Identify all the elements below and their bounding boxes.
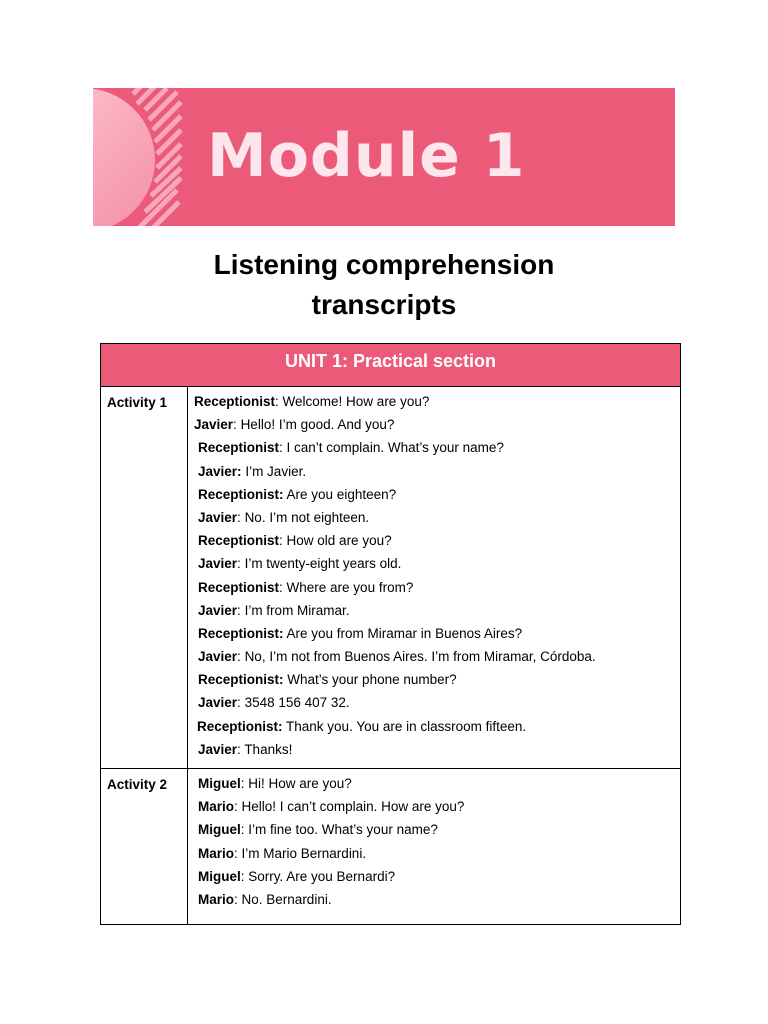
dialogue-line bbox=[188, 463, 680, 486]
dialogue-line: Javier: 3548 156 407 32. bbox=[198, 695, 350, 711]
utterance: 3548 156 407 32. bbox=[244, 695, 350, 711]
utterance: Thank you. You are in classroom fifteen. bbox=[286, 718, 527, 734]
dialogue-line: Miguel: Sorry. Are you Bernardi? bbox=[198, 868, 396, 884]
utterance: Where are you from? bbox=[286, 579, 414, 595]
speaker: Javier bbox=[198, 695, 238, 711]
speaker: Receptionist: bbox=[198, 625, 284, 641]
activity-row bbox=[101, 769, 681, 925]
utterance: Sorry. Are you Bernardi? bbox=[248, 868, 396, 884]
dialogue-lines bbox=[188, 769, 681, 925]
utterance: Thanks! bbox=[244, 741, 293, 757]
dialogue-line: Javier: No, I’m not from Buenos Aires. I’m from Miramar, Córdoba. bbox=[198, 649, 596, 665]
utterance: I can’t complain. What’s your name? bbox=[286, 440, 504, 456]
speaker: Receptionist bbox=[194, 394, 276, 409]
speaker: Receptionist bbox=[198, 579, 280, 595]
speaker: Javier bbox=[198, 509, 238, 525]
speaker: Receptionist: bbox=[198, 486, 284, 502]
speaker: Javier: bbox=[198, 463, 242, 479]
utterance: No. I’m not eighteen. bbox=[244, 509, 370, 525]
speaker: Miguel bbox=[198, 776, 241, 791]
activity-label: Activity 1 bbox=[101, 387, 188, 769]
speaker: Javier bbox=[198, 602, 238, 618]
decorative-circle-graphic bbox=[93, 88, 183, 226]
speaker: Receptionist bbox=[198, 440, 280, 456]
dialogue-line: Javier: No. I’m not eighteen. bbox=[198, 509, 370, 525]
speaker: Miguel bbox=[198, 822, 241, 838]
dialogue-line: Receptionist: Welcome! How are you? bbox=[194, 394, 430, 409]
dialogue-line: Mario: No. Bernardini. bbox=[198, 891, 332, 907]
dialogue-line bbox=[188, 625, 680, 648]
utterance: How old are you? bbox=[286, 533, 392, 549]
unit-header-row bbox=[101, 344, 681, 387]
utterance: What’s your phone number? bbox=[287, 672, 457, 688]
speaker: Receptionist bbox=[198, 533, 280, 549]
utterance: Hello! I can’t complain. How are you? bbox=[241, 799, 465, 815]
dialogue-line: Receptionist: How old are you? bbox=[198, 533, 392, 549]
dialogue-lines bbox=[188, 387, 681, 769]
speaker: Javier bbox=[198, 741, 238, 757]
dialogue-line: Javier: Thanks! bbox=[198, 741, 293, 757]
speaker: Javier bbox=[194, 417, 234, 433]
utterance: Welcome! How are you? bbox=[282, 394, 430, 409]
dialogue-line: Miguel: I’m fine too. What’s your name? bbox=[198, 822, 438, 838]
speaker: Miguel bbox=[198, 868, 241, 884]
dialogue-line: Mario: I’m Mario Bernardini. bbox=[198, 845, 367, 861]
utterance: No. Bernardini. bbox=[241, 891, 332, 907]
speaker: Receptionist: bbox=[197, 718, 283, 734]
dialogue-line bbox=[188, 671, 680, 694]
dialogue-line: Receptionist: I can’t complain. What’s your name? bbox=[198, 440, 504, 456]
utterance: I’m from Miramar. bbox=[244, 602, 350, 618]
dialogue-line: Receptionist: Where are you from? bbox=[198, 579, 414, 595]
utterance: Hello! I’m good. And you? bbox=[240, 417, 395, 433]
transcript-table bbox=[100, 343, 681, 925]
dialogue-line: Miguel: Hi! How are you? bbox=[198, 776, 352, 791]
speaker: Mario bbox=[198, 799, 235, 815]
document-title-line-2: transcripts bbox=[311, 289, 457, 320]
module-title: Module 1 bbox=[207, 121, 526, 191]
dialogue-line: Javier: I’m from Miramar. bbox=[198, 602, 350, 618]
speaker: Mario bbox=[198, 891, 235, 907]
speaker: Mario bbox=[198, 845, 235, 861]
dialogue-line: Mario: Hello! I can’t complain. How are you? bbox=[198, 799, 465, 815]
speaker: Receptionist: bbox=[198, 672, 284, 688]
utterance: No, I’m not from Buenos Aires. I’m from Miramar, Córdoba. bbox=[244, 649, 596, 665]
activity-row bbox=[101, 387, 681, 769]
speaker: Javier bbox=[198, 649, 238, 665]
utterance: I’m fine too. What’s your name? bbox=[248, 822, 438, 838]
unit-title: UNIT 1: Practical section bbox=[101, 344, 681, 387]
dialogue-line bbox=[188, 486, 680, 509]
utterance: I’m twenty-eight years old. bbox=[244, 556, 402, 572]
utterance: I’m Javier. bbox=[245, 463, 307, 479]
activity-label: Activity 2 bbox=[101, 769, 188, 925]
utterance: Are you eighteen? bbox=[286, 486, 397, 502]
dialogue-line bbox=[188, 718, 680, 741]
dialogue-line: Javier: Hello! I’m good. And you? bbox=[194, 417, 395, 433]
dialogue-line: Javier: I’m twenty-eight years old. bbox=[198, 556, 402, 572]
utterance: I’m Mario Bernardini. bbox=[241, 845, 367, 861]
speaker: Javier bbox=[198, 556, 238, 572]
document-title-line-1: Listening comprehension bbox=[213, 249, 555, 280]
utterance: Are you from Miramar in Buenos Aires? bbox=[286, 625, 523, 641]
utterance: Hi! How are you? bbox=[248, 776, 352, 791]
module-banner bbox=[93, 88, 675, 226]
document-title bbox=[0, 245, 768, 325]
